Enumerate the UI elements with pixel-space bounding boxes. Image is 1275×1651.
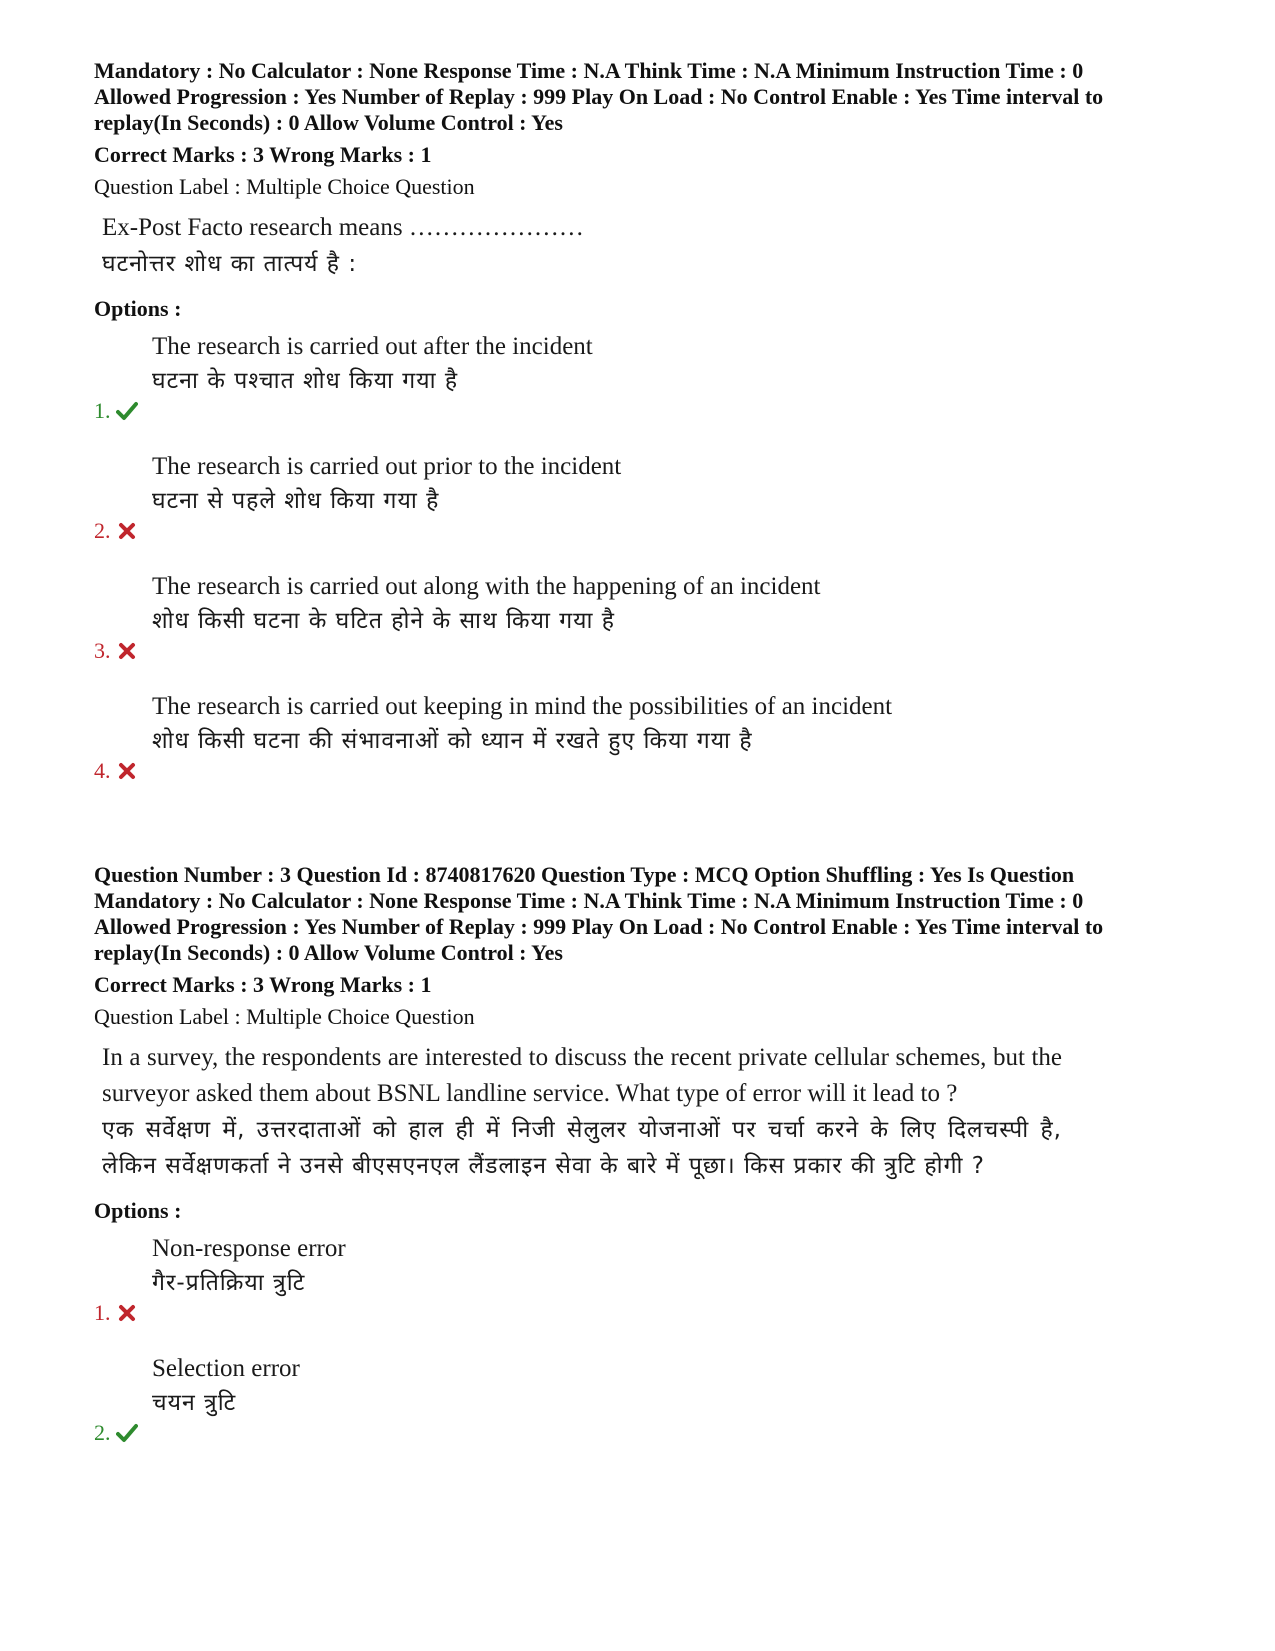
- option-text-hindi: चयन त्रुटि: [152, 1390, 237, 1416]
- cross-icon: [116, 520, 138, 542]
- option-text-english: Non-response error: [152, 1235, 346, 1262]
- option-item: [94, 442, 1204, 562]
- options-heading: Options :: [94, 1198, 182, 1223]
- question-meta-line: replay(In Seconds) : 0 Allow Volume Control : Yes: [94, 940, 563, 965]
- option-number: 3.: [94, 638, 111, 663]
- option-number: 1.: [94, 398, 111, 423]
- cross-icon: [116, 640, 138, 662]
- option-item: [94, 322, 1204, 442]
- marks-info: Correct Marks : 3 Wrong Marks : 1: [94, 972, 432, 997]
- question-label: Question Label : Multiple Choice Question: [94, 174, 475, 199]
- option-text-english: The research is carried out after the incident: [152, 333, 593, 360]
- option-text: [152, 690, 892, 758]
- question-text-hindi: एक सर्वेक्षण में, उत्तरदाताओं को हाल ही में निजी सेलुलर योजनाओं पर चर्चा करने के लिए दिलचस्पी है, लेकिन सर्वेक्षणकर्ता ने उनसे बीएसएनएल लैंडलाइन सेवा के बारे में पूछा। किस प्रकार की त्रुटि होगी ?: [102, 1117, 1062, 1179]
- marks-info: Correct Marks : 3 Wrong Marks : 1: [94, 142, 432, 167]
- option-text: [152, 1232, 346, 1300]
- option-text: [152, 330, 593, 398]
- option-text-hindi: शोध किसी घटना की संभावनाओं को ध्यान में रखते हुए किया गया है: [152, 728, 753, 754]
- question-text-english: In a survey, the respondents are interested to discuss the recent private cellular schemes, but the surveyor asked them about BSNL landline service. What type of error will it lead to ?: [102, 1044, 1062, 1107]
- option-text: [152, 1352, 300, 1420]
- option-text-hindi: घटना से पहले शोध किया गया है: [152, 488, 440, 514]
- question-text: [94, 210, 1204, 282]
- option-item: [94, 682, 1204, 802]
- option-item: [94, 562, 1204, 682]
- option-text-hindi: गैर-प्रतिक्रिया त्रुटि: [152, 1270, 306, 1296]
- option-text: [152, 450, 621, 518]
- option-text-hindi: घटना के पश्चात शोध किया गया है: [152, 368, 459, 394]
- option-number: 2.: [94, 518, 111, 543]
- question-label: Question Label : Multiple Choice Question: [94, 1004, 475, 1029]
- question-meta-line: Mandatory : No Calculator : None Response Time : N.A Think Time : N.A Minimum Instruction Time : 0: [94, 888, 1084, 913]
- question-meta-line: Allowed Progression : Yes Number of Replay : 999 Play On Load : No Control Enable : Yes Time interval to: [94, 84, 1104, 109]
- check-icon: [116, 400, 138, 422]
- option-text-english: The research is carried out along with the happening of an incident: [152, 573, 821, 600]
- question-3: [94, 862, 1204, 1464]
- option-number: 4.: [94, 758, 111, 783]
- question-text: [94, 1040, 1062, 1184]
- option-text: [152, 570, 821, 638]
- section-spacer: [94, 802, 1204, 862]
- option-number: 2.: [94, 1420, 111, 1445]
- question-meta-line: Allowed Progression : Yes Number of Replay : 999 Play On Load : No Control Enable : Yes Time interval to: [94, 914, 1104, 939]
- options-heading: Options :: [94, 296, 182, 321]
- option-text-hindi: शोध किसी घटना के घटित होने के साथ किया गया है: [152, 608, 615, 634]
- option-item: [94, 1344, 1204, 1464]
- question-meta-line: replay(In Seconds) : 0 Allow Volume Control : Yes: [94, 110, 563, 135]
- cross-icon: [116, 760, 138, 782]
- question-2: [94, 58, 1204, 802]
- question-meta-line: Question Number : 3 Question Id : 8740817620 Question Type : MCQ Option Shuffling : Yes Is Question: [94, 862, 1075, 887]
- option-number: 1.: [94, 1300, 111, 1325]
- option-text-english: The research is carried out keeping in mind the possibilities of an incident: [152, 693, 893, 720]
- check-icon: [116, 1422, 138, 1444]
- question-meta-line: Mandatory : No Calculator : None Response Time : N.A Think Time : N.A Minimum Instruction Time : 0: [94, 58, 1084, 83]
- document-page: [94, 58, 1204, 1464]
- question-text-english: Ex-Post Facto research means …………………: [102, 214, 584, 241]
- cross-icon: [116, 1302, 138, 1324]
- option-text-english: Selection error: [152, 1355, 300, 1382]
- question-text-hindi: घटनोत्तर शोध का तात्पर्य है :: [102, 251, 358, 277]
- option-text-english: The research is carried out prior to the incident: [152, 453, 622, 480]
- option-item: [94, 1224, 1204, 1344]
